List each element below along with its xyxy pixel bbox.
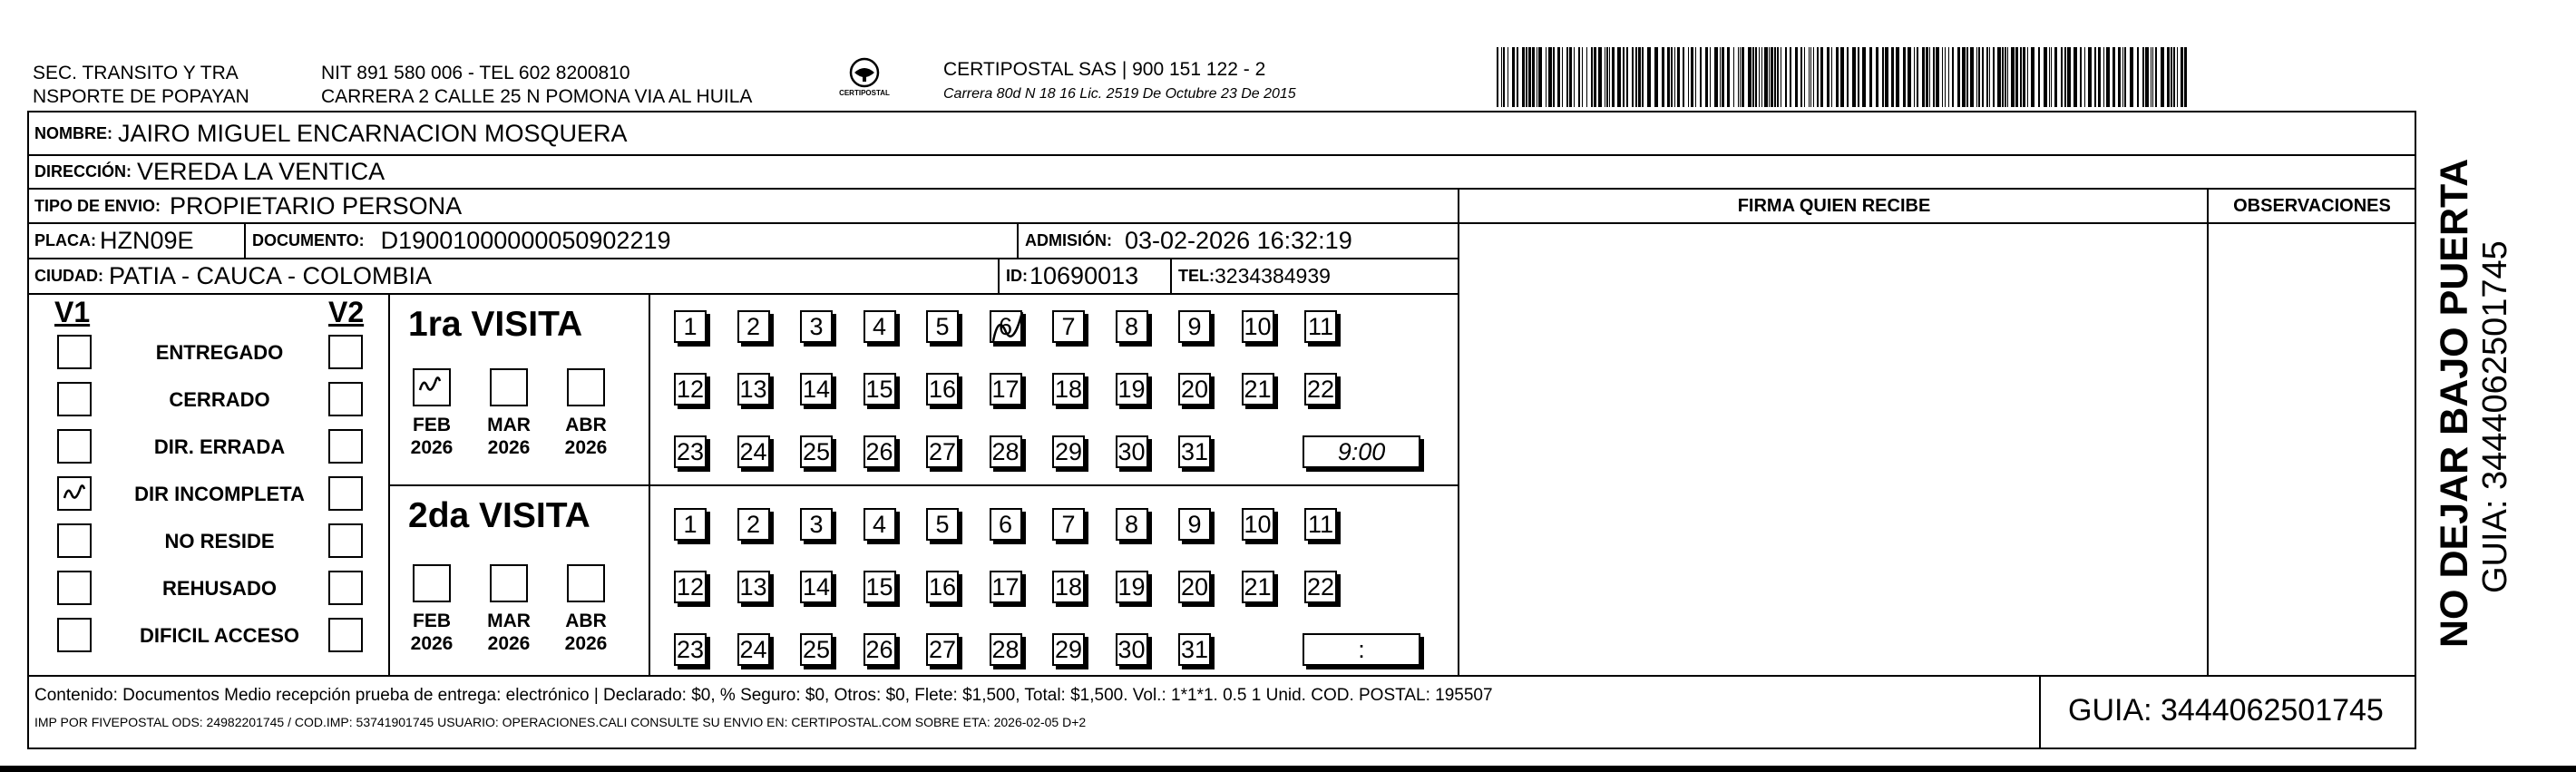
no-under-door-warning: NO DEJAR BAJO PUERTA (2433, 158, 2476, 648)
city-row (27, 259, 1459, 293)
month-label: ABR (565, 415, 607, 435)
day-box[interactable]: 12 (674, 373, 707, 406)
day-box[interactable]: 15 (864, 571, 896, 603)
status-label: DIR INCOMPLETA (134, 483, 305, 505)
observations-header: OBSERVACIONES (2233, 195, 2391, 216)
month-checkbox[interactable] (490, 368, 528, 406)
v2-checkbox[interactable] (328, 571, 363, 605)
shipment-type: PROPIETARIO PERSONA (170, 191, 463, 220)
day-box[interactable]: 28 (990, 435, 1022, 468)
month-label: FEB (413, 415, 451, 435)
day-box[interactable]: 20 (1178, 571, 1211, 603)
v2-header: V2 (328, 296, 365, 328)
status-label: CERRADO (169, 388, 270, 411)
month-checkbox[interactable] (413, 564, 451, 602)
type-row (27, 190, 2415, 222)
status-label: REHUSADO (162, 577, 277, 600)
day-box[interactable]: 9 (1178, 508, 1211, 541)
city-value: PATIA - CAUCA - COLOMBIA (109, 262, 433, 289)
content-line: Contenido: Documentos Medio recepción prueba de entrega: electrónico | Declarado: $0, % Seguro: $0, Otros: $0, Flete: $1,500, Total: $1,500. Vol.: 1*1*1. 0.5 1 Unid. COD. POSTAL: 195507 (34, 686, 1493, 705)
day-box[interactable]: 22 (1304, 373, 1337, 406)
day-box[interactable]: 7 (1052, 508, 1085, 541)
day-box[interactable]: 8 (1116, 310, 1148, 343)
v1-checkbox[interactable] (57, 335, 92, 369)
day-box[interactable]: 8 (1116, 508, 1148, 541)
admission-label: ADMISIÓN: (1025, 231, 1112, 249)
day-box[interactable]: 9 (1178, 310, 1211, 343)
day-box[interactable]: 27 (926, 435, 959, 468)
day-box[interactable]: 29 (1052, 435, 1085, 468)
day-box[interactable]: 17 (990, 571, 1022, 603)
day-box[interactable]: 23 (674, 435, 707, 468)
month-label: ABR (565, 611, 607, 631)
day-box[interactable]: 1 (674, 310, 707, 343)
type-label: TIPO DE ENVIO: (34, 196, 161, 215)
day-box[interactable]: 7 (1052, 310, 1085, 343)
day-box[interactable]: 5 (926, 310, 959, 343)
day-box[interactable]: 6 (990, 508, 1022, 541)
day-box[interactable]: 26 (864, 435, 896, 468)
month-checkbox[interactable] (567, 368, 605, 406)
status-label: NO RESIDE (164, 530, 275, 552)
day-box[interactable]: 24 (737, 633, 770, 666)
day-box[interactable]: 19 (1116, 373, 1148, 406)
day-box[interactable]: 19 (1116, 571, 1148, 603)
address-label: DIRECCIÓN: (34, 162, 132, 181)
sender-line-2: NSPORTE DE POPAYAN (33, 86, 249, 107)
day-box[interactable]: 16 (926, 373, 959, 406)
day-box[interactable]: 26 (864, 633, 896, 666)
recipient-name: JAIRO MIGUEL ENCARNACION MOSQUERA (118, 119, 628, 147)
day-box[interactable]: 18 (1052, 373, 1085, 406)
v2-checkbox[interactable] (328, 618, 363, 652)
plate-value: HZN09E (100, 227, 194, 254)
day-box[interactable]: 22 (1304, 571, 1337, 603)
tel-value: 3234384939 (1215, 264, 1331, 288)
day-box[interactable]: 2 (737, 310, 770, 343)
day-box[interactable]: 29 (1052, 633, 1085, 666)
day-box[interactable]: 16 (926, 571, 959, 603)
sender-line-1: SEC. TRANSITO Y TRA (33, 63, 239, 83)
v2-checkbox[interactable] (328, 382, 363, 416)
day-box[interactable]: 10 (1242, 508, 1274, 541)
day-box[interactable]: 4 (864, 310, 896, 343)
day-box[interactable]: 30 (1116, 435, 1148, 468)
v2-checkbox[interactable] (328, 523, 363, 558)
plate-row (27, 224, 1459, 258)
day-box[interactable]: 15 (864, 373, 896, 406)
day-box[interactable]: 14 (800, 571, 833, 603)
time-box[interactable]: 9:00 (1303, 435, 1420, 468)
name-label: NOMBRE: (34, 123, 112, 142)
day-box[interactable]: 2 (737, 508, 770, 541)
document-value: D19001000000050902219 (380, 227, 671, 254)
day-box[interactable]: 4 (864, 508, 896, 541)
day-box[interactable]: 27 (926, 633, 959, 666)
v1-checkbox[interactable] (57, 571, 92, 605)
day-box[interactable]: 13 (737, 373, 770, 406)
year-label: 2026 (564, 633, 608, 654)
day-box[interactable]: 3 (800, 310, 833, 343)
v1-checkbox[interactable] (57, 618, 92, 652)
v2-checkbox[interactable] (328, 476, 363, 511)
day-box[interactable]: 13 (737, 571, 770, 603)
year-label: 2026 (487, 437, 531, 458)
footer-guide: GUIA: 3444062501745 (2068, 693, 2384, 728)
v2-checkbox[interactable] (328, 335, 363, 369)
signature-header: FIRMA QUIEN RECIBE (1737, 195, 1931, 216)
license-line: Carrera 80d N 18 16 Lic. 2519 De Octubre 23 De 2015 (943, 86, 1296, 102)
day-box[interactable]: 1 (674, 508, 707, 541)
day-box[interactable]: 12 (674, 571, 707, 603)
admission-value: 03-02-2026 16:32:19 (1125, 227, 1352, 254)
day-box[interactable]: 6 (990, 310, 1022, 343)
day-box[interactable]: 3 (800, 508, 833, 541)
city-label: CIUDAD: (34, 267, 103, 285)
bottom-edge (0, 766, 2576, 772)
day-box[interactable]: 30 (1116, 633, 1148, 666)
recipient-address: VEREDA LA VENTICA (137, 158, 385, 185)
day-box[interactable]: 25 (800, 633, 833, 666)
month-label: MAR (487, 611, 531, 631)
nit-line: NIT 891 580 006 - TEL 602 8200810 (321, 63, 630, 83)
day-box[interactable]: 18 (1052, 571, 1085, 603)
day-box[interactable]: 31 (1178, 435, 1211, 468)
day-box[interactable]: 20 (1178, 373, 1211, 406)
id-value: 10690013 (1029, 262, 1139, 289)
logo-text: CERTIPOSTAL (839, 89, 890, 97)
day-box[interactable]: 24 (737, 435, 770, 468)
day-box[interactable]: 11 (1304, 310, 1337, 343)
year-label: 2026 (564, 437, 608, 458)
day-box[interactable]: 21 (1242, 571, 1274, 603)
address-line: CARRERA 2 CALLE 25 N POMONA VIA AL HUILA (321, 86, 753, 107)
v1-checkbox[interactable] (57, 382, 92, 416)
imp-line: IMP POR FIVEPOSTAL ODS: 24982201745 / COD.IMP: 53741901745 USUARIO: OPERACIONES.CALI CONSULTE SU ENVIO EN: CERTIPOSTAL.COM SOBRE ETA: 2026-02-05 D+2 (34, 715, 1087, 729)
month-label: MAR (487, 415, 531, 435)
day-box[interactable]: 21 (1242, 373, 1274, 406)
status-label: DIFICIL ACCESO (139, 624, 299, 647)
day-box[interactable]: 5 (926, 508, 959, 541)
side-guide: GUIA: 3444062501745 (2476, 240, 2514, 593)
day-box[interactable]: 11 (1304, 508, 1337, 541)
day-box[interactable]: 31 (1178, 633, 1211, 666)
month-checkbox[interactable] (490, 564, 528, 602)
v1-checkbox[interactable] (57, 476, 92, 511)
status-label: DIR. ERRADA (153, 435, 286, 458)
day-box[interactable]: 23 (674, 633, 707, 666)
v1-checkbox[interactable] (57, 429, 92, 464)
year-label: 2026 (487, 633, 531, 654)
tel-label: TEL: (1178, 267, 1215, 285)
v1-header: V1 (54, 296, 91, 328)
month-checkbox[interactable] (413, 368, 451, 406)
day-box[interactable]: 17 (990, 373, 1022, 406)
plate-label: PLACA: (34, 231, 96, 249)
v2-checkbox[interactable] (328, 429, 363, 464)
year-label: 2026 (410, 633, 454, 654)
day-box[interactable]: 14 (800, 373, 833, 406)
id-label: ID: (1006, 267, 1028, 285)
visit1-title: 1ra VISITA (408, 305, 583, 344)
time-box[interactable]: : (1303, 633, 1420, 666)
document-label: DOCUMENTO: (252, 231, 365, 249)
visit2-title: 2da VISITA (408, 496, 590, 535)
status-label: ENTREGADO (155, 341, 284, 364)
day-box[interactable]: 28 (990, 633, 1022, 666)
year-label: 2026 (410, 437, 454, 458)
month-label: FEB (413, 611, 451, 631)
v1-checkbox[interactable] (57, 523, 92, 558)
day-box[interactable]: 25 (800, 435, 833, 468)
month-checkbox[interactable] (567, 564, 605, 602)
company-line: CERTIPOSTAL SAS | 900 151 122 - 2 (943, 59, 1266, 80)
day-box[interactable]: 10 (1242, 310, 1274, 343)
